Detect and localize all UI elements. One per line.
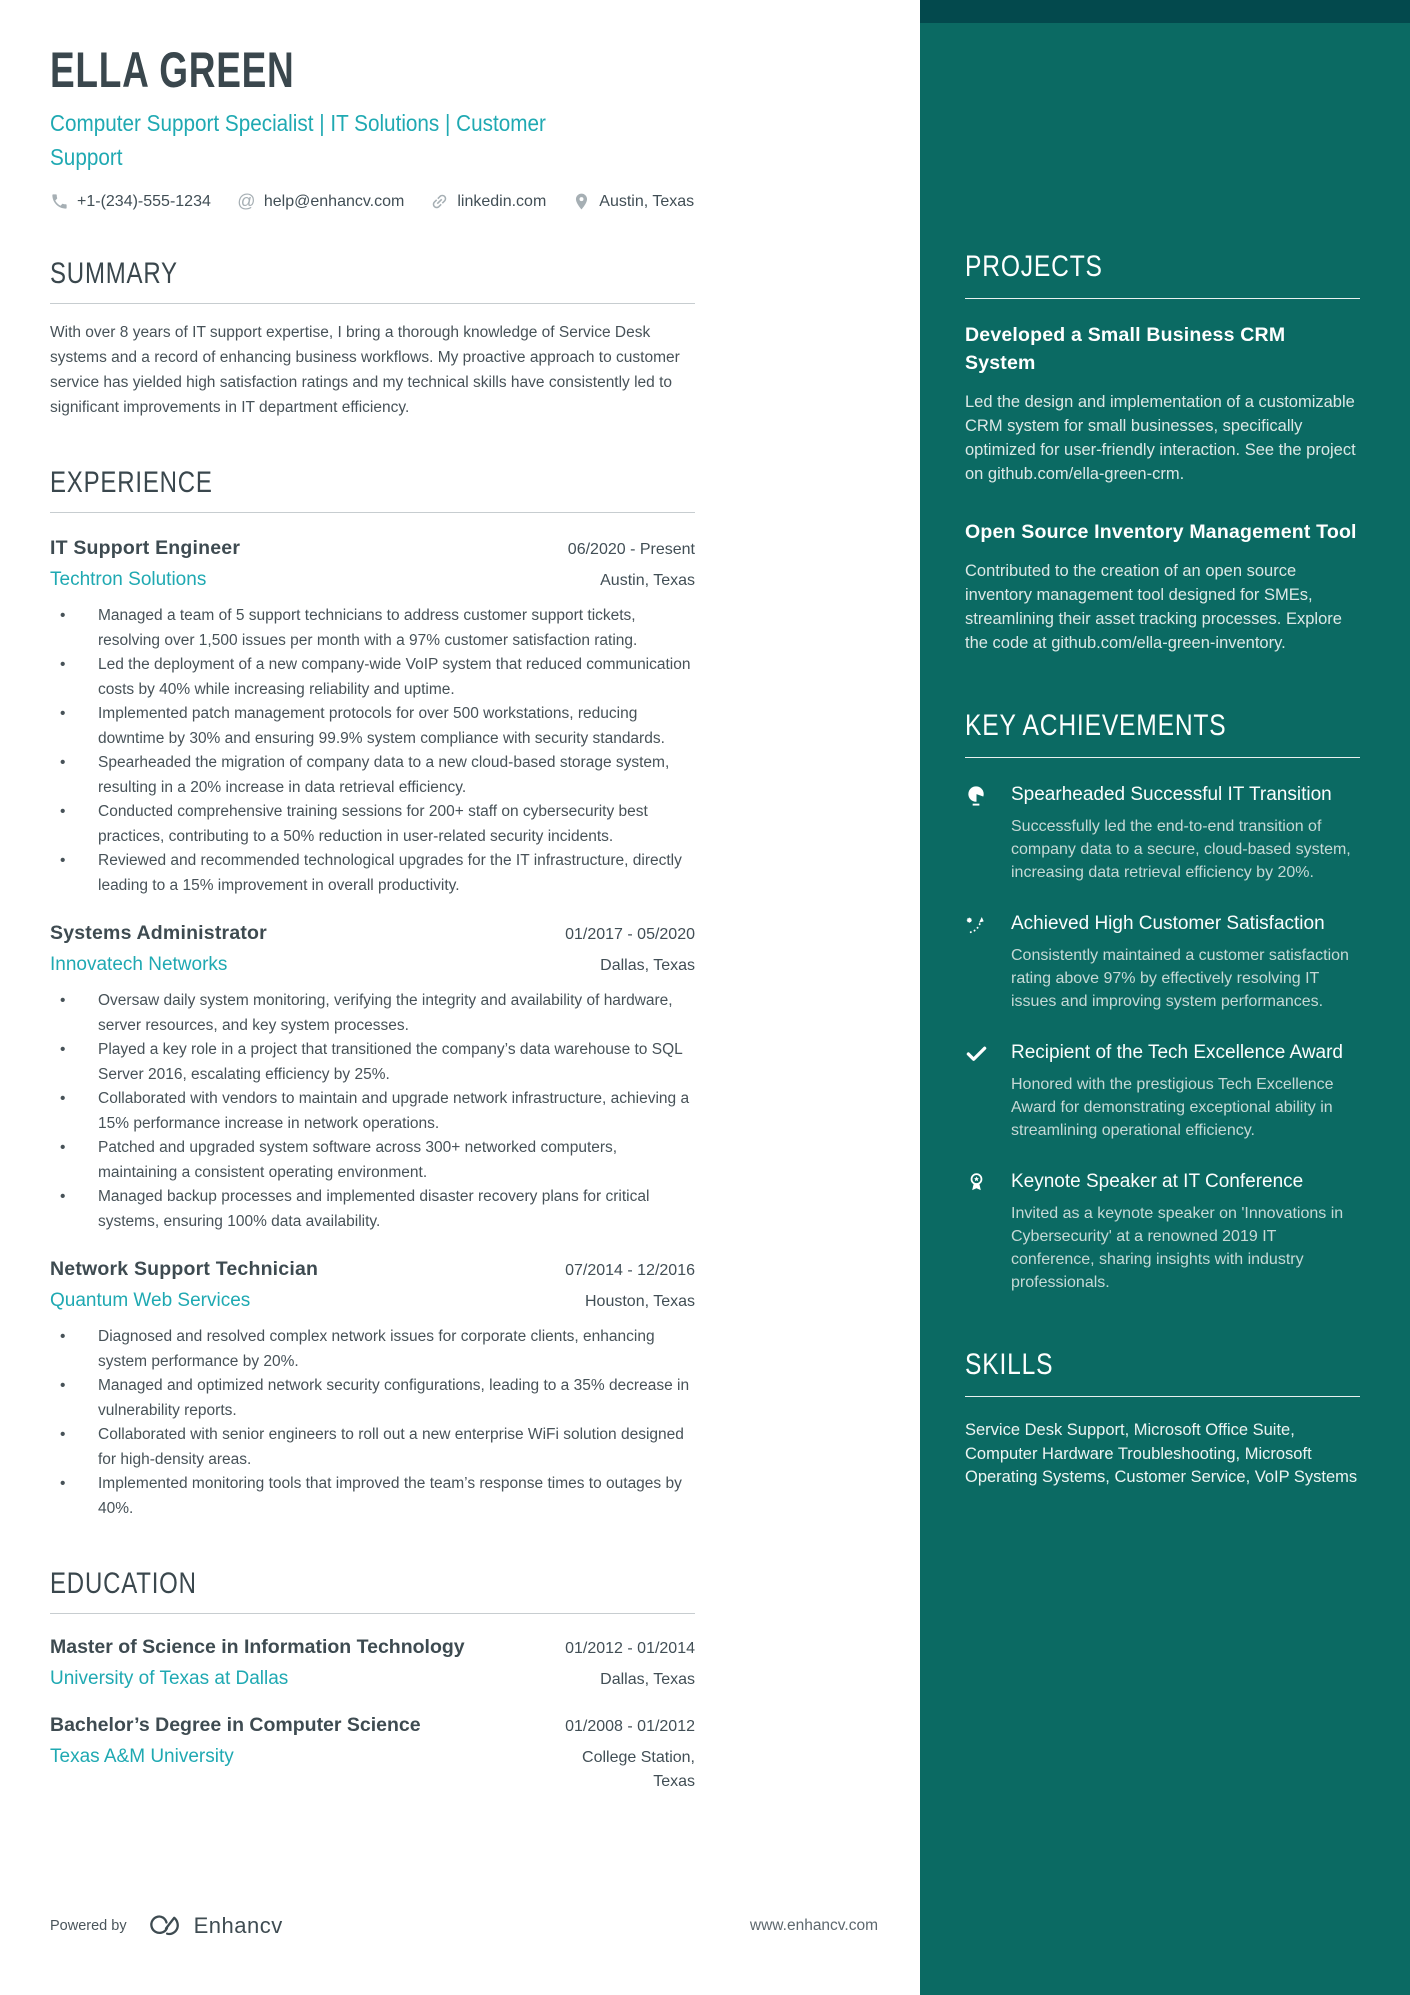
achievement-item <box>965 909 1360 1013</box>
skills-section <box>965 1350 1360 1490</box>
powered-by-label: Powered by <box>50 1918 127 1934</box>
job-bullet: • Managed backup processes and implemented disaster recovery plans for critical systems, ensuring 100% data availability. <box>50 1185 695 1234</box>
project-item <box>965 518 1360 655</box>
skills-list: Service Desk Support, Microsoft Office Suite, Computer Hardware Troubleshooting, Microsoft Operating Systems, Customer Service, VoIP Systems <box>965 1421 1358 1486</box>
project-item <box>965 321 1360 486</box>
education-dates: 01/2012 - 01/2014 <box>565 1640 695 1657</box>
contact-website[interactable] <box>430 192 546 211</box>
job-bullet: • Diagnosed and resolved complex network issues for corporate clients, enhancing system performance by 20%. <box>50 1325 695 1374</box>
job-bullet: • Managed a team of 5 support technicians to address customer support tickets, resolving over 1,500 issues per month with a 97% customer satisfaction rating. <box>50 604 695 653</box>
job-bullets <box>50 604 695 898</box>
job-bullet: • Managed and optimized network security configurations, leading to a 35% decrease in vulnerability reports. <box>50 1374 695 1423</box>
job-bullet: • Collaborated with senior engineers to roll out a new enterprise WiFi solution designed for high-density areas. <box>50 1423 695 1472</box>
achievement-description: Honored with the prestigious Tech Excellence Award for demonstrating exceptional ability in streamlining operational efficiency. <box>1011 1076 1334 1139</box>
job-location: Dallas, Texas <box>600 957 695 974</box>
degree-title: Master of Science in Information Technology <box>50 1636 465 1658</box>
education-section <box>50 1569 695 1794</box>
contact-email-text: help@enhancv.com <box>263 192 405 210</box>
job-bullet: • Implemented patch management protocols for over 500 workstations, reducing downtime by 30% and ensuring 99.9% system compliance with security standards. <box>50 702 695 751</box>
summary-heading-rule <box>50 259 695 304</box>
education-location: College Station, Texas <box>582 1749 695 1790</box>
contact-location <box>572 192 694 211</box>
job-location: Houston, Texas <box>585 1293 695 1310</box>
achievements-heading-rule <box>965 711 1360 758</box>
summary-section <box>50 259 695 420</box>
sidebar <box>920 0 1410 1995</box>
achievements-heading: KEY ACHIEVEMENTS <box>965 709 1227 742</box>
job-bullet: • Implemented monitoring tools that improved the team’s response times to outages by 40%. <box>50 1472 695 1521</box>
skills-heading-rule <box>965 1350 1360 1397</box>
education-heading: EDUCATION <box>50 1567 197 1600</box>
achievement-item <box>965 780 1360 884</box>
enhancv-logo-icon <box>145 1912 185 1940</box>
experience-job <box>50 537 695 898</box>
summary-text: With over 8 years of IT support expertise, I bring a thorough knowledge of Service Desk systems and a record of enhancing business workflows. My proactive approach to customer service has yielded high satisfaction ratings and my technical skills have consistently led to significant improvements in IT department efficiency. <box>50 324 680 416</box>
projects-section <box>965 252 1360 655</box>
experience-heading-rule <box>50 468 695 513</box>
achievement-title: Achieved High Customer Satisfaction <box>1011 913 1325 934</box>
medal-icon <box>965 1167 1011 1294</box>
job-bullet: • Collaborated with vendors to maintain and upgrade network infrastructure, achieving a 15% performance increase in network operations. <box>50 1087 695 1136</box>
achievements-section <box>965 711 1360 1294</box>
check-icon <box>965 1038 1011 1142</box>
skills-heading: SKILLS <box>965 1348 1054 1381</box>
job-title: Network Support Technician <box>50 1258 319 1280</box>
candidate-title: Computer Support Specialist | IT Solutions | Customer Support <box>50 110 546 170</box>
experience-job <box>50 1258 695 1521</box>
achievement-description: Successfully led the end-to-end transition of company data to a secure, cloud-based system, increasing data retrieval efficiency by 20%. <box>1011 818 1351 881</box>
job-title: IT Support Engineer <box>50 537 241 559</box>
link-icon <box>430 192 449 211</box>
summary-heading: SUMMARY <box>50 257 178 290</box>
job-dates: 07/2014 - 12/2016 <box>565 1262 695 1279</box>
education-heading-rule <box>50 1569 695 1614</box>
job-bullet: • Reviewed and recommended technological upgrades for the IT infrastructure, directly leading to a 15% improvement in overall productivity. <box>50 849 695 898</box>
resume-header <box>50 44 695 211</box>
page-footer <box>50 1912 878 1940</box>
experience-job <box>50 922 695 1234</box>
location-pin-icon <box>572 192 591 211</box>
job-bullet: • Conducted comprehensive training sessions for 200+ staff on cybersecurity best practices, contributing to a 50% reduction in user-related security incidents. <box>50 800 695 849</box>
education-entry <box>50 1636 695 1692</box>
job-bullet: • Played a key role in a project that transitioned the company’s data warehouse to SQL Server 2016, escalating efficiency by 25%. <box>50 1038 695 1087</box>
job-bullet: • Led the deployment of a new company-wide VoIP system that reduced communication costs by 40% while increasing reliability and uptime. <box>50 653 695 702</box>
job-dates: 06/2020 - Present <box>567 541 695 558</box>
achievement-item <box>965 1167 1360 1294</box>
enhancv-wordmark: Enhancv <box>193 1913 283 1938</box>
at-icon: @ <box>237 191 256 211</box>
projects-heading: PROJECTS <box>965 250 1103 283</box>
project-title: Developed a Small Business CRM System <box>965 324 1286 374</box>
education-location: Dallas, Texas <box>600 1671 695 1688</box>
job-location: Austin, Texas <box>600 572 695 589</box>
main-column <box>50 44 695 1794</box>
contact-phone-text: +1-(234)-555-1234 <box>77 192 211 210</box>
achievement-description: Invited as a keynote speaker on 'Innovations in Cybersecurity' at a renowned 2019 IT conference, sharing insights with industry professionals. <box>1011 1205 1344 1291</box>
powered-by <box>50 1912 283 1940</box>
project-description: Led the design and implementation of a customizable CRM system for small businesses, specifically optimized for user-friendly interaction. See the project on github.com/ella-green-crm. <box>965 393 1356 483</box>
achievement-title: Keynote Speaker at IT Conference <box>1011 1171 1304 1192</box>
job-bullet: • Spearheaded the migration of company data to a new cloud-based storage system, resulting in a 20% increase in data retrieval efficiency. <box>50 751 695 800</box>
candidate-name: ELLA GREEN <box>50 42 295 98</box>
job-dates: 01/2017 - 05/2020 <box>565 926 695 943</box>
job-bullet: • Patched and upgraded system software across 300+ networked computers, maintaining a consistent operating environment. <box>50 1136 695 1185</box>
degree-title: Bachelor’s Degree in Computer Science <box>50 1714 421 1736</box>
site-url[interactable]: www.enhancv.com <box>749 1917 878 1934</box>
project-title: Open Source Inventory Management Tool <box>965 521 1357 543</box>
job-company: Innovatech Networks <box>50 954 228 975</box>
contact-location-text: Austin, Texas <box>599 192 695 210</box>
job-bullets <box>50 989 695 1234</box>
contact-row <box>50 192 695 211</box>
school-name: Texas A&M University <box>50 1746 234 1767</box>
job-title: Systems Administrator <box>50 922 267 944</box>
achievement-description: Consistently maintained a customer satisfaction rating above 97% by effectively resolving IT issues and improving system performances. <box>1011 947 1349 1010</box>
achievement-title: Spearheaded Successful IT Transition <box>1011 784 1332 805</box>
job-company: Techtron Solutions <box>50 569 207 590</box>
contact-website-text: linkedin.com <box>457 192 547 210</box>
phone-icon <box>50 192 69 211</box>
job-bullets <box>50 1325 695 1521</box>
contact-phone[interactable] <box>50 192 211 211</box>
job-company: Quantum Web Services <box>50 1290 251 1311</box>
contact-email[interactable] <box>237 192 404 211</box>
education-entry <box>50 1714 695 1794</box>
trend-arrow-icon <box>965 909 1011 1013</box>
school-name: University of Texas at Dallas <box>50 1668 289 1689</box>
mind-icon <box>965 780 1011 884</box>
achievement-item <box>965 1038 1360 1142</box>
education-dates: 01/2008 - 01/2012 <box>565 1718 695 1735</box>
projects-heading-rule <box>965 252 1360 299</box>
experience-heading: EXPERIENCE <box>50 466 213 499</box>
enhancv-brand[interactable] <box>145 1912 283 1940</box>
project-description: Contributed to the creation of an open source inventory management tool designed for SMEs, streamlining their asset tracking processes. Explore the code at github.com/ella-green-inventory. <box>965 562 1342 652</box>
experience-section <box>50 468 695 1521</box>
job-bullet: • Oversaw daily system monitoring, verifying the integrity and availability of hardware, server resources, and key system processes. <box>50 989 695 1038</box>
achievement-title: Recipient of the Tech Excellence Award <box>1011 1042 1343 1063</box>
